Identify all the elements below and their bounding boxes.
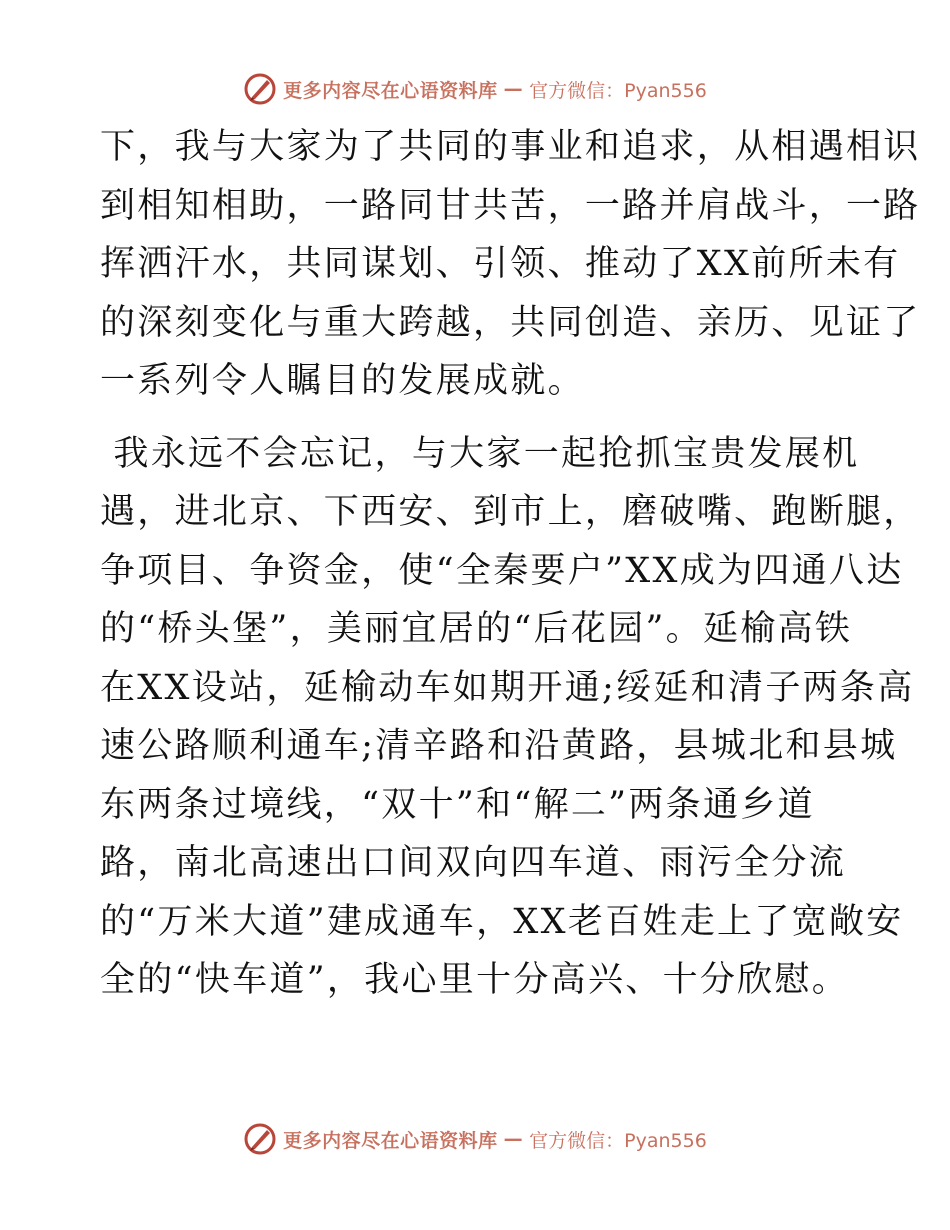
text-line: 路，南北高速出口间双向四车道、雨污全分流 <box>100 843 847 883</box>
text-line: 我永远不会忘记，与大家一起抢抓宝贵发展机 <box>100 433 860 474</box>
quill-pen-logo-icon <box>243 1122 277 1156</box>
paragraph-spacer <box>100 411 860 425</box>
banner-wechat-text: 官方微信：Pyan556 <box>529 79 707 102</box>
text-line: 的“桥头堡”，美丽宜居的“后花园”。延榆高铁 <box>100 609 853 649</box>
banner-separator: — <box>503 78 524 100</box>
header-banner <box>0 72 950 106</box>
text-line: 的深刻变化与重大跨越，共同创造、亲历、见证了 <box>100 302 921 343</box>
text-line: 遇，进北京、下西安、到市上，磨破嘴、跑断腿， <box>100 492 921 532</box>
document-body <box>100 118 921 1010</box>
text-line: 速公路顺利通车;清辛路和沿黄路，县城北和县城 <box>100 726 898 766</box>
banner-main-text: 更多内容尽在心语资料库 <box>283 79 498 102</box>
banner-separator: — <box>503 1128 524 1150</box>
text-line: 全的“快车道”，我心里十分高兴、十分欣慰。 <box>100 960 850 1000</box>
footer-banner <box>0 1122 950 1156</box>
text-line: 挥洒汗水，共同谋划、引领、推动了XX前所未有 <box>100 244 901 284</box>
text-line: 到相知相助，一路同甘共苦，一路并肩战斗，一路 <box>100 185 921 226</box>
text-line: 下，我与大家为了共同的事业和追求，从相遇相识 <box>100 127 921 167</box>
paragraph-2 <box>100 425 921 1010</box>
quill-pen-logo-icon <box>243 72 277 106</box>
banner-main-text: 更多内容尽在心语资料库 <box>283 1129 498 1152</box>
text-line: 一系列令人瞩目的发展成就。 <box>100 361 585 401</box>
text-line: 争项目、争资金，使“全秦要户”XX成为四通八达 <box>100 550 904 591</box>
text-line: 东两条过境线，“双十”和“解二”两条通乡道 <box>100 784 815 825</box>
text-line: 在XX设站，延榆动车如期开通;绥延和清子两条高 <box>100 667 915 708</box>
banner-wechat-text: 官方微信：Pyan556 <box>529 1129 707 1152</box>
paragraph-1 <box>100 118 921 411</box>
text-line: 的“万米大道”建成通车，XX老百姓走上了宽敞安 <box>100 901 904 942</box>
